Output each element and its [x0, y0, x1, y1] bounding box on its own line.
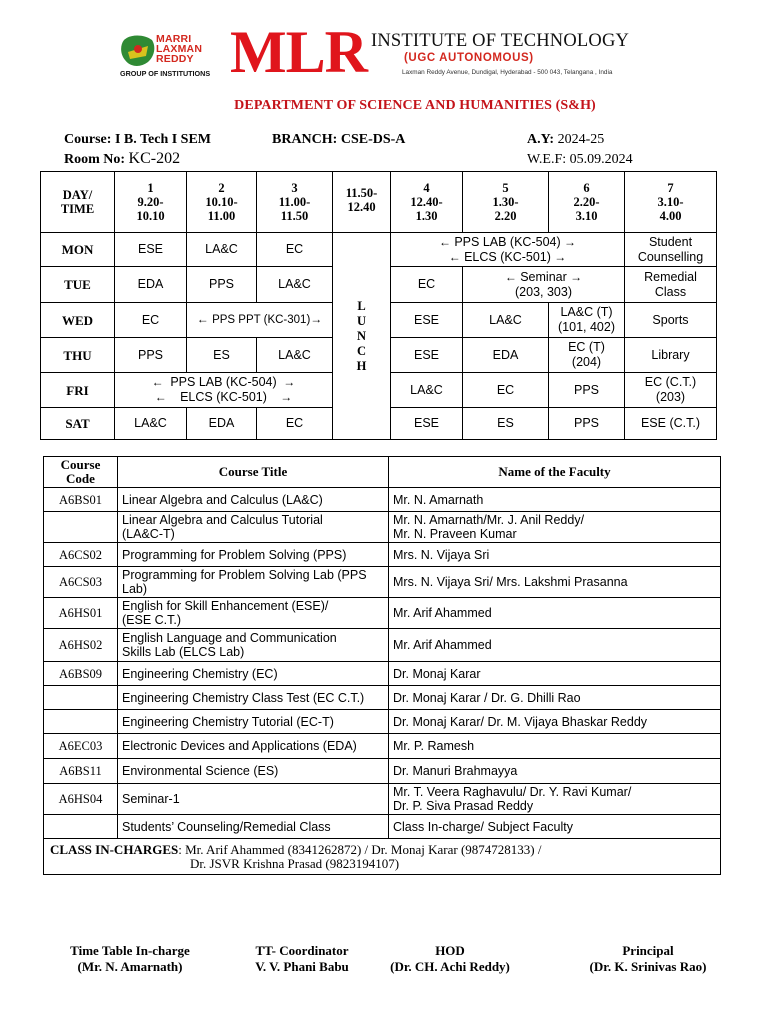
- course-title: [118, 598, 389, 629]
- lab-name: PPS LAB (KC-504): [170, 375, 277, 389]
- period-start: 12.40-: [410, 195, 443, 209]
- class-incharges: [44, 839, 721, 875]
- class-incharges-row: [44, 839, 721, 875]
- slot: EDA: [463, 338, 549, 373]
- course-title: [118, 629, 389, 662]
- course-title: [118, 734, 389, 759]
- room-label: Room No:: [64, 152, 126, 167]
- period-start: 2.20-: [573, 195, 600, 209]
- slot: ESE (C.T.): [625, 408, 717, 440]
- slot: [625, 267, 717, 303]
- faculty-line: Mr. N. Amarnath: [393, 492, 484, 507]
- period-start: 11.50-: [345, 186, 378, 200]
- institute-address: Laxman Reddy Avenue, Dundigal, Hyderabad - 500 043, Telangana , India: [402, 69, 613, 76]
- wef-label: W.E.F:: [527, 152, 567, 167]
- course-code: [44, 710, 118, 734]
- slot: PPS: [115, 338, 187, 373]
- period-number: 2: [218, 181, 225, 195]
- course-row: [44, 598, 721, 629]
- slot: ESE: [391, 338, 463, 373]
- period-number: 4: [423, 181, 430, 195]
- course-faculty-table: [43, 456, 721, 875]
- course-row: [44, 629, 721, 662]
- faculty-name: [389, 598, 721, 629]
- faculty-name: [389, 734, 721, 759]
- slot-line: (101, 402): [558, 320, 615, 334]
- faculty-name: [389, 629, 721, 662]
- ppt-name: PPS PPT (KC-301): [212, 314, 311, 326]
- course-title: [118, 710, 389, 734]
- faculty-line: Dr. Monaj Karar / Dr. G. Dhilli Rao: [393, 690, 581, 705]
- course-title-line: Lab): [122, 582, 148, 596]
- faculty-name: [389, 784, 721, 815]
- slot: EC: [257, 408, 333, 440]
- signature-role: Time Table In-charge: [70, 943, 190, 958]
- lab-line: [117, 390, 330, 405]
- course-code: A6HS02: [44, 629, 118, 662]
- brand-mlr: MLR: [230, 19, 367, 85]
- seminar-slot: [463, 267, 625, 303]
- left-arrow-icon: ←: [504, 269, 521, 284]
- course-title-line: Skills Lab (ELCS Lab): [122, 645, 245, 659]
- slot: [625, 373, 717, 408]
- signature-name: (Dr. CH. Achi Reddy): [390, 959, 510, 974]
- course-info: [64, 132, 211, 148]
- period-start: 11.00-: [278, 195, 311, 209]
- course-code: A6HS01: [44, 598, 118, 629]
- period-end: 1.30: [415, 209, 438, 223]
- academic-year: [527, 132, 604, 148]
- faculty-line: Mr. Arif Ahammed: [393, 638, 492, 652]
- header-line: Code: [66, 471, 95, 486]
- slot-line: Remedial: [644, 269, 697, 284]
- course-code: A6HS04: [44, 784, 118, 815]
- faculty-line: Dr. P. Siva Prasad Reddy: [393, 799, 534, 813]
- period-start: 3.10-: [657, 195, 684, 209]
- logo-line: REDDY: [156, 53, 194, 65]
- course-title-line: English Language and Communication: [122, 631, 337, 645]
- period-1-header: [115, 172, 187, 233]
- course-title: [118, 815, 389, 839]
- course-title: [118, 543, 389, 567]
- slot-line: Class: [654, 284, 687, 299]
- timetable-row-mon: [41, 233, 717, 267]
- slot-line: Student: [648, 234, 693, 249]
- room-value: KC-202: [128, 150, 181, 167]
- logo-name: [156, 34, 202, 64]
- right-arrow-icon: →: [566, 269, 583, 284]
- faculty-line: Mr. Arif Ahammed: [393, 606, 492, 620]
- course-title-line: Engineering Chemistry Tutorial (EC-T): [122, 714, 334, 729]
- slot: [549, 338, 625, 373]
- slot: [625, 233, 717, 267]
- slot: ESE: [115, 233, 187, 267]
- day-label: THU: [41, 338, 115, 373]
- period-number: 1: [147, 181, 154, 195]
- slot: EC: [257, 233, 333, 267]
- slot-line: EC (T): [568, 340, 605, 354]
- course-code: [44, 512, 118, 543]
- faculty-line: Mr. T. Veera Raghavulu/ Dr. Y. Ravi Kumar/: [393, 785, 632, 799]
- course-title: [118, 784, 389, 815]
- course-title: [118, 567, 389, 598]
- incharge-line: [50, 843, 714, 857]
- faculty-header: Name of the Faculty: [389, 457, 721, 488]
- slot: ES: [463, 408, 549, 440]
- signature-role: HOD: [435, 943, 465, 958]
- slot: LA&C: [463, 303, 549, 338]
- branch-value: CSE-DS-A: [340, 132, 406, 147]
- lab-slot: [115, 373, 333, 408]
- faculty-name: [389, 662, 721, 686]
- lab-line: [393, 250, 622, 265]
- slot: ESE: [391, 408, 463, 440]
- course-title-line: Engineering Chemistry (EC): [122, 666, 278, 681]
- institution-logo: [118, 32, 228, 80]
- lab-line: [393, 235, 622, 250]
- slot: Library: [625, 338, 717, 373]
- code-header: [44, 457, 118, 488]
- timetable: [40, 171, 717, 440]
- course-code: A6EC03: [44, 734, 118, 759]
- faculty-line: Dr. Monaj Karar: [393, 666, 481, 681]
- seminar-line: [465, 270, 622, 285]
- right-arrow-icon: →: [266, 390, 293, 404]
- logo-line: MARRI: [156, 33, 192, 45]
- course-code: A6BS11: [44, 759, 118, 784]
- incharge-names: : Mr. Arif Ahammed (8341262872) / Dr. Monaj Karar (9874728133) /: [178, 841, 542, 857]
- faculty-name: [389, 488, 721, 512]
- lunch-header: [333, 172, 391, 233]
- faculty-line: Dr. Manuri Brahmayya: [393, 764, 518, 778]
- period-end: 3.10: [575, 209, 598, 223]
- signature-name: V. V. Phani Babu: [255, 959, 349, 974]
- course-title-line: English for Skill Enhancement (ESE)/: [122, 599, 329, 613]
- course-title-line: (LA&C-T): [122, 527, 175, 541]
- day-time-header: [41, 172, 115, 233]
- course-code: A6CS02: [44, 543, 118, 567]
- period-end: 4.00: [659, 209, 682, 223]
- slot-line: (204): [571, 355, 602, 369]
- course-row: [44, 512, 721, 543]
- course-title-line: Programming for Problem Solving Lab (PPS: [122, 568, 367, 582]
- right-arrow-icon: →: [276, 375, 296, 389]
- course-title-line: Students’ Counseling/Remedial Class: [122, 819, 331, 834]
- course-title-line: (ESE C.T.): [122, 613, 182, 627]
- slot: LA&C: [115, 408, 187, 440]
- seminar-name: Seminar: [520, 269, 567, 284]
- course-label: Course:: [64, 132, 112, 147]
- period-number: 5: [502, 181, 509, 195]
- lunch-letter: H: [356, 358, 367, 373]
- lunch-letter: U: [356, 313, 367, 328]
- course-code: A6BS09: [44, 662, 118, 686]
- period-3-header: [257, 172, 333, 233]
- course-row: [44, 543, 721, 567]
- room-info: [64, 150, 180, 168]
- course-table-header: [44, 457, 721, 488]
- day-label: FRI: [41, 373, 115, 408]
- course-value: I B. Tech I SEM: [114, 132, 212, 147]
- timetable-header-row: [41, 172, 717, 233]
- signature-timetable-incharge: [60, 943, 200, 975]
- slot: EC: [463, 373, 549, 408]
- day-label: MON: [41, 233, 115, 267]
- lunch-letter: N: [356, 328, 367, 343]
- course-row: [44, 686, 721, 710]
- lunch-letter: C: [356, 343, 367, 358]
- wef-info: [527, 152, 633, 168]
- header-line: TIME: [60, 202, 95, 216]
- period-start: 10.10-: [205, 195, 238, 209]
- left-arrow-icon: ←: [196, 312, 213, 326]
- left-arrow-icon: ←: [151, 375, 171, 389]
- course-title-line: Engineering Chemistry Class Test (EC C.T.): [122, 690, 365, 705]
- course-row: [44, 662, 721, 686]
- slot: EC: [115, 303, 187, 338]
- course-title: [118, 662, 389, 686]
- course-row: [44, 784, 721, 815]
- period-7-header: [625, 172, 717, 233]
- faculty-line: Mr. P. Ramesh: [393, 739, 475, 753]
- slot: [549, 303, 625, 338]
- course-title-line: Linear Algebra and Calculus (LA&C): [122, 492, 323, 507]
- lab-name: ELCS (KC-501): [464, 249, 551, 264]
- course-code: [44, 686, 118, 710]
- lab-slot: [391, 233, 625, 267]
- slot: LA&C: [257, 267, 333, 303]
- faculty-line: Mrs. N. Vijaya Sri: [393, 547, 490, 562]
- course-rows: [44, 488, 721, 839]
- header-line: Course: [60, 457, 101, 472]
- slot: ESE: [391, 303, 463, 338]
- signature-tt-coordinator: [232, 943, 372, 975]
- department-title: DEPARTMENT OF SCIENCE AND HUMANITIES (S&H): [234, 98, 596, 113]
- branch-info: [272, 132, 405, 148]
- faculty-line: Mrs. N. Vijaya Sri/ Mrs. Lakshmi Prasanna: [393, 575, 628, 589]
- logo-emblem-icon: [118, 32, 158, 70]
- course-title: [118, 512, 389, 543]
- course-row: [44, 734, 721, 759]
- faculty-line: Class In-charge/ Subject Faculty: [393, 819, 573, 834]
- ppt-slot: [187, 303, 333, 338]
- signature-name: (Dr. K. Srinivas Rao): [589, 959, 707, 974]
- faculty-name: [389, 512, 721, 543]
- slot: EDA: [187, 408, 257, 440]
- course-title-line: Environmental Science (ES): [122, 764, 279, 778]
- signature-hod: [380, 943, 520, 975]
- faculty-name: [389, 543, 721, 567]
- incharge-label: CLASS IN-CHARGES: [50, 841, 179, 857]
- left-arrow-icon: ←: [448, 249, 465, 264]
- course-row: [44, 759, 721, 784]
- day-label: SAT: [41, 408, 115, 440]
- slot: PPS: [549, 408, 625, 440]
- faculty-name: [389, 686, 721, 710]
- faculty-name: [389, 759, 721, 784]
- signature-principal: [570, 943, 726, 975]
- faculty-line: Dr. Monaj Karar/ Dr. M. Vijaya Bhaskar Reddy: [393, 714, 648, 729]
- faculty-line: Mr. N. Praveen Kumar: [393, 527, 517, 541]
- lunch-column: [333, 233, 391, 440]
- course-title-line: Electronic Devices and Applications (EDA): [122, 739, 357, 753]
- signature-name: (Mr. N. Amarnath): [77, 959, 183, 974]
- period-2-header: [187, 172, 257, 233]
- faculty-name: [389, 815, 721, 839]
- slot-line: EC (C.T.): [644, 375, 697, 389]
- lunch-letter: L: [357, 298, 366, 313]
- left-arrow-icon: ←: [439, 234, 455, 249]
- logo-group-text: GROUP OF INSTITUTIONS: [120, 69, 211, 78]
- lab-name: ELCS (KC-501): [180, 390, 267, 404]
- slot: Sports: [625, 303, 717, 338]
- institute-name: INSTITUTE OF TECHNOLOGY: [371, 31, 630, 51]
- day-label: WED: [41, 303, 115, 338]
- slot: LA&C: [187, 233, 257, 267]
- left-arrow-icon: ←: [154, 390, 181, 404]
- period-end: 12.40: [347, 200, 376, 214]
- period-start: 9.20-: [137, 195, 164, 209]
- slot-line: (203): [655, 390, 686, 404]
- title-header: Course Title: [118, 457, 389, 488]
- slot: EC: [391, 267, 463, 303]
- period-4-header: [391, 172, 463, 233]
- course-code: [44, 815, 118, 839]
- slot: PPS: [549, 373, 625, 408]
- period-end: 11.00: [207, 209, 236, 223]
- right-arrow-icon: →: [550, 249, 567, 264]
- period-number: 3: [291, 181, 298, 195]
- lab-line: [117, 375, 330, 390]
- ay-value: 2024-25: [557, 132, 605, 147]
- slot: ES: [187, 338, 257, 373]
- incharge-line: Dr. JSVR Krishna Prasad (9823194107): [190, 855, 400, 871]
- right-arrow-icon: →: [310, 312, 323, 326]
- period-start: 1.30-: [492, 195, 519, 209]
- course-title-line: Programming for Problem Solving (PPS): [122, 547, 347, 562]
- slot: PPS: [187, 267, 257, 303]
- period-end: 11.50: [280, 209, 309, 223]
- header-line: DAY/: [62, 188, 93, 202]
- logo-line: LAXMAN: [156, 43, 203, 55]
- course-code: A6CS03: [44, 567, 118, 598]
- course-title: [118, 759, 389, 784]
- ay-label: A.Y:: [527, 132, 555, 147]
- autonomy-status: (UGC AUTONOMOUS): [404, 52, 534, 64]
- faculty-line: Mr. N. Amarnath/Mr. J. Anil Reddy/: [393, 513, 585, 527]
- course-title-line: Linear Algebra and Calculus Tutorial: [122, 513, 323, 527]
- period-number: 7: [667, 181, 674, 195]
- slot: LA&C: [257, 338, 333, 373]
- signature-role: Principal: [622, 943, 674, 958]
- slot-line: Counselling: [637, 249, 704, 264]
- course-row: [44, 567, 721, 598]
- period-6-header: [549, 172, 625, 233]
- course-row: [44, 815, 721, 839]
- signature-role: TT- Coordinator: [255, 943, 349, 958]
- period-end: 10.10: [136, 209, 165, 223]
- wef-value: 05.09.2024: [569, 152, 633, 167]
- course-row: [44, 488, 721, 512]
- course-row: [44, 710, 721, 734]
- faculty-name: [389, 567, 721, 598]
- slot: LA&C: [391, 373, 463, 408]
- period-end: 2.20: [494, 209, 517, 223]
- course-title: [118, 488, 389, 512]
- course-code: A6BS01: [44, 488, 118, 512]
- course-title: [118, 686, 389, 710]
- period-5-header: [463, 172, 549, 233]
- faculty-name: [389, 710, 721, 734]
- lab-name: PPS LAB (KC-504): [454, 234, 561, 249]
- course-title-line: Seminar-1: [122, 792, 180, 806]
- day-label: TUE: [41, 267, 115, 303]
- period-number: 6: [583, 181, 590, 195]
- seminar-rooms: (203, 303): [515, 284, 572, 299]
- right-arrow-icon: →: [560, 234, 576, 249]
- slot: EDA: [115, 267, 187, 303]
- branch-label: BRANCH:: [272, 132, 338, 147]
- slot-line: LA&C (T): [560, 305, 613, 319]
